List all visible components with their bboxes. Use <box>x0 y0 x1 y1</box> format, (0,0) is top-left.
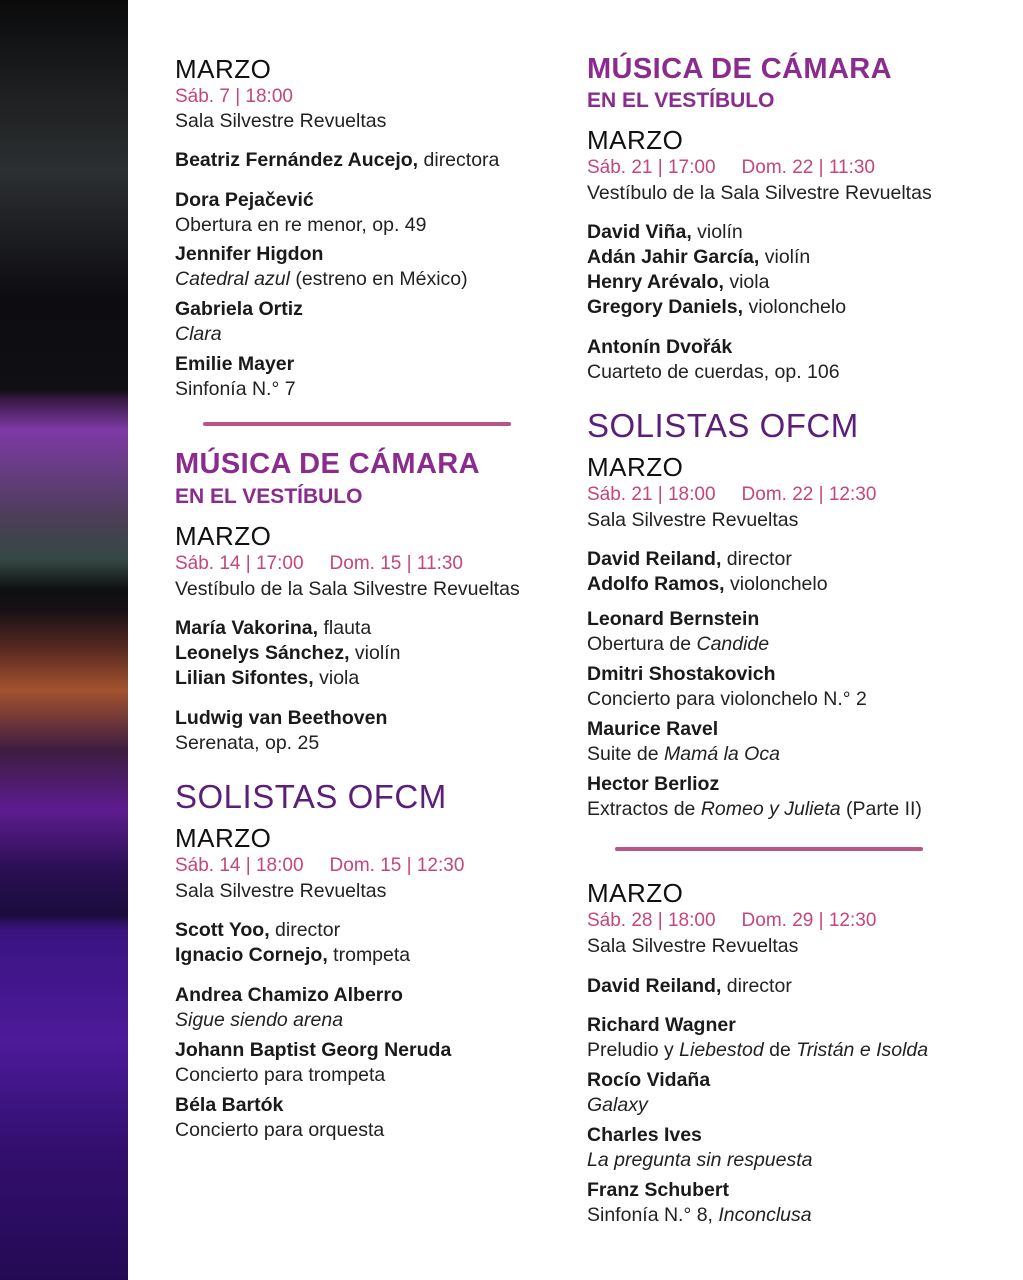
section-subtitle: EN EL VESTÍBULO <box>175 485 363 508</box>
section-title: MÚSICA DE CÁMARA <box>175 448 480 480</box>
performer: Adán Jahir García, violín <box>587 246 811 268</box>
composer: Andrea Chamizo Alberro <box>175 984 403 1006</box>
composer: Leonard Bernstein <box>587 608 760 630</box>
venue: Sala Silvestre Revueltas <box>175 880 387 902</box>
composer: Antonín Dvořák <box>587 336 733 358</box>
event-dates: Sáb. 14 | 18:00 Dom. 15 | 12:30 <box>175 855 465 876</box>
venue: Sala Silvestre Revueltas <box>587 935 799 957</box>
section-title: MÚSICA DE CÁMARA <box>587 53 892 85</box>
section-subtitle: EN EL VESTÍBULO <box>587 89 775 112</box>
month-heading: MARZO <box>587 878 684 908</box>
performer: Lilian Sifontes, viola <box>175 667 360 689</box>
venue: Vestíbulo de la Sala Silvestre Revueltas <box>175 578 520 600</box>
composer: Béla Bartók <box>175 1094 284 1116</box>
composer: Hector Berlioz <box>587 773 720 795</box>
composer: Emilie Mayer <box>175 353 295 375</box>
composer: Gabriela Ortiz <box>175 298 303 320</box>
section-divider <box>615 847 923 851</box>
work: Cuarteto de cuerdas, op. 106 <box>587 361 840 383</box>
composer: Maurice Ravel <box>587 718 719 740</box>
work: Concierto para orquesta <box>175 1119 385 1141</box>
composer: Dmitri Shostakovich <box>587 663 776 685</box>
work: Sinfonía N.° 8, Inconclusa <box>587 1204 812 1226</box>
section-divider <box>203 422 511 426</box>
work: Sigue siendo arena <box>175 1009 344 1031</box>
decorative-sidebar <box>0 0 128 1280</box>
performer: Leonelys Sánchez, violín <box>175 642 401 664</box>
work: Suite de Mamá la Oca <box>587 743 780 765</box>
composer: Dora Pejačević <box>175 189 314 211</box>
composer: Charles Ives <box>587 1124 702 1146</box>
performer: Ignacio Cornejo, trompeta <box>175 944 411 966</box>
work: La pregunta sin respuesta <box>587 1149 813 1171</box>
composer: Rocío Vidaña <box>587 1069 711 1091</box>
month-heading: MARZO <box>175 823 272 853</box>
event-dates: Sáb. 14 | 17:00 Dom. 15 | 11:30 <box>175 553 463 574</box>
performer: María Vakorina, flauta <box>175 617 372 639</box>
event-dates: Sáb. 7 | 18:00 <box>175 86 293 107</box>
event-dates: Sáb. 28 | 18:00 Dom. 29 | 12:30 <box>587 910 877 931</box>
month-heading: MARZO <box>587 452 684 482</box>
month-heading: MARZO <box>175 521 272 551</box>
work: Sinfonía N.° 7 <box>175 378 296 400</box>
performer: David Viña, violín <box>587 221 743 243</box>
performer: Beatriz Fernández Aucejo, directora <box>175 149 500 171</box>
work: Concierto para trompeta <box>175 1064 386 1086</box>
venue: Sala Silvestre Revueltas <box>175 110 387 132</box>
performer: Henry Arévalo, viola <box>587 271 770 293</box>
composer: Ludwig van Beethoven <box>175 707 388 729</box>
performer: Scott Yoo, director <box>175 919 341 941</box>
composer: Franz Schubert <box>587 1179 729 1201</box>
venue: Sala Silvestre Revueltas <box>587 509 799 531</box>
work: Obertura de Candide <box>587 633 770 655</box>
performer: David Reiland, director <box>587 975 792 997</box>
composer: Richard Wagner <box>587 1014 736 1036</box>
month-heading: MARZO <box>587 125 684 155</box>
performer: David Reiland, director <box>587 548 792 570</box>
work: Serenata, op. 25 <box>175 732 320 754</box>
work: Extractos de Romeo y Julieta (Parte II) <box>587 798 922 820</box>
work: Galaxy <box>587 1094 648 1116</box>
section-title: SOLISTAS OFCM <box>175 778 447 815</box>
venue: Vestíbulo de la Sala Silvestre Revueltas <box>587 182 932 204</box>
composer: Jennifer Higdon <box>175 243 324 265</box>
work: Preludio y Liebestod de Tristán e Isolda <box>587 1039 929 1061</box>
work: Concierto para violonchelo N.° 2 <box>587 688 867 710</box>
composer: Johann Baptist Georg Neruda <box>175 1039 452 1061</box>
performer: Gregory Daniels, violonchelo <box>587 296 847 318</box>
event-dates: Sáb. 21 | 18:00 Dom. 22 | 12:30 <box>587 484 877 505</box>
work: Obertura en re menor, op. 49 <box>175 214 427 236</box>
work: Clara <box>175 323 222 345</box>
performer: Adolfo Ramos, violonchelo <box>587 573 828 595</box>
work: Catedral azul (estreno en México) <box>175 268 468 290</box>
month-heading: MARZO <box>175 54 272 84</box>
section-title: SOLISTAS OFCM <box>587 407 859 444</box>
event-dates: Sáb. 21 | 17:00 Dom. 22 | 11:30 <box>587 157 875 178</box>
